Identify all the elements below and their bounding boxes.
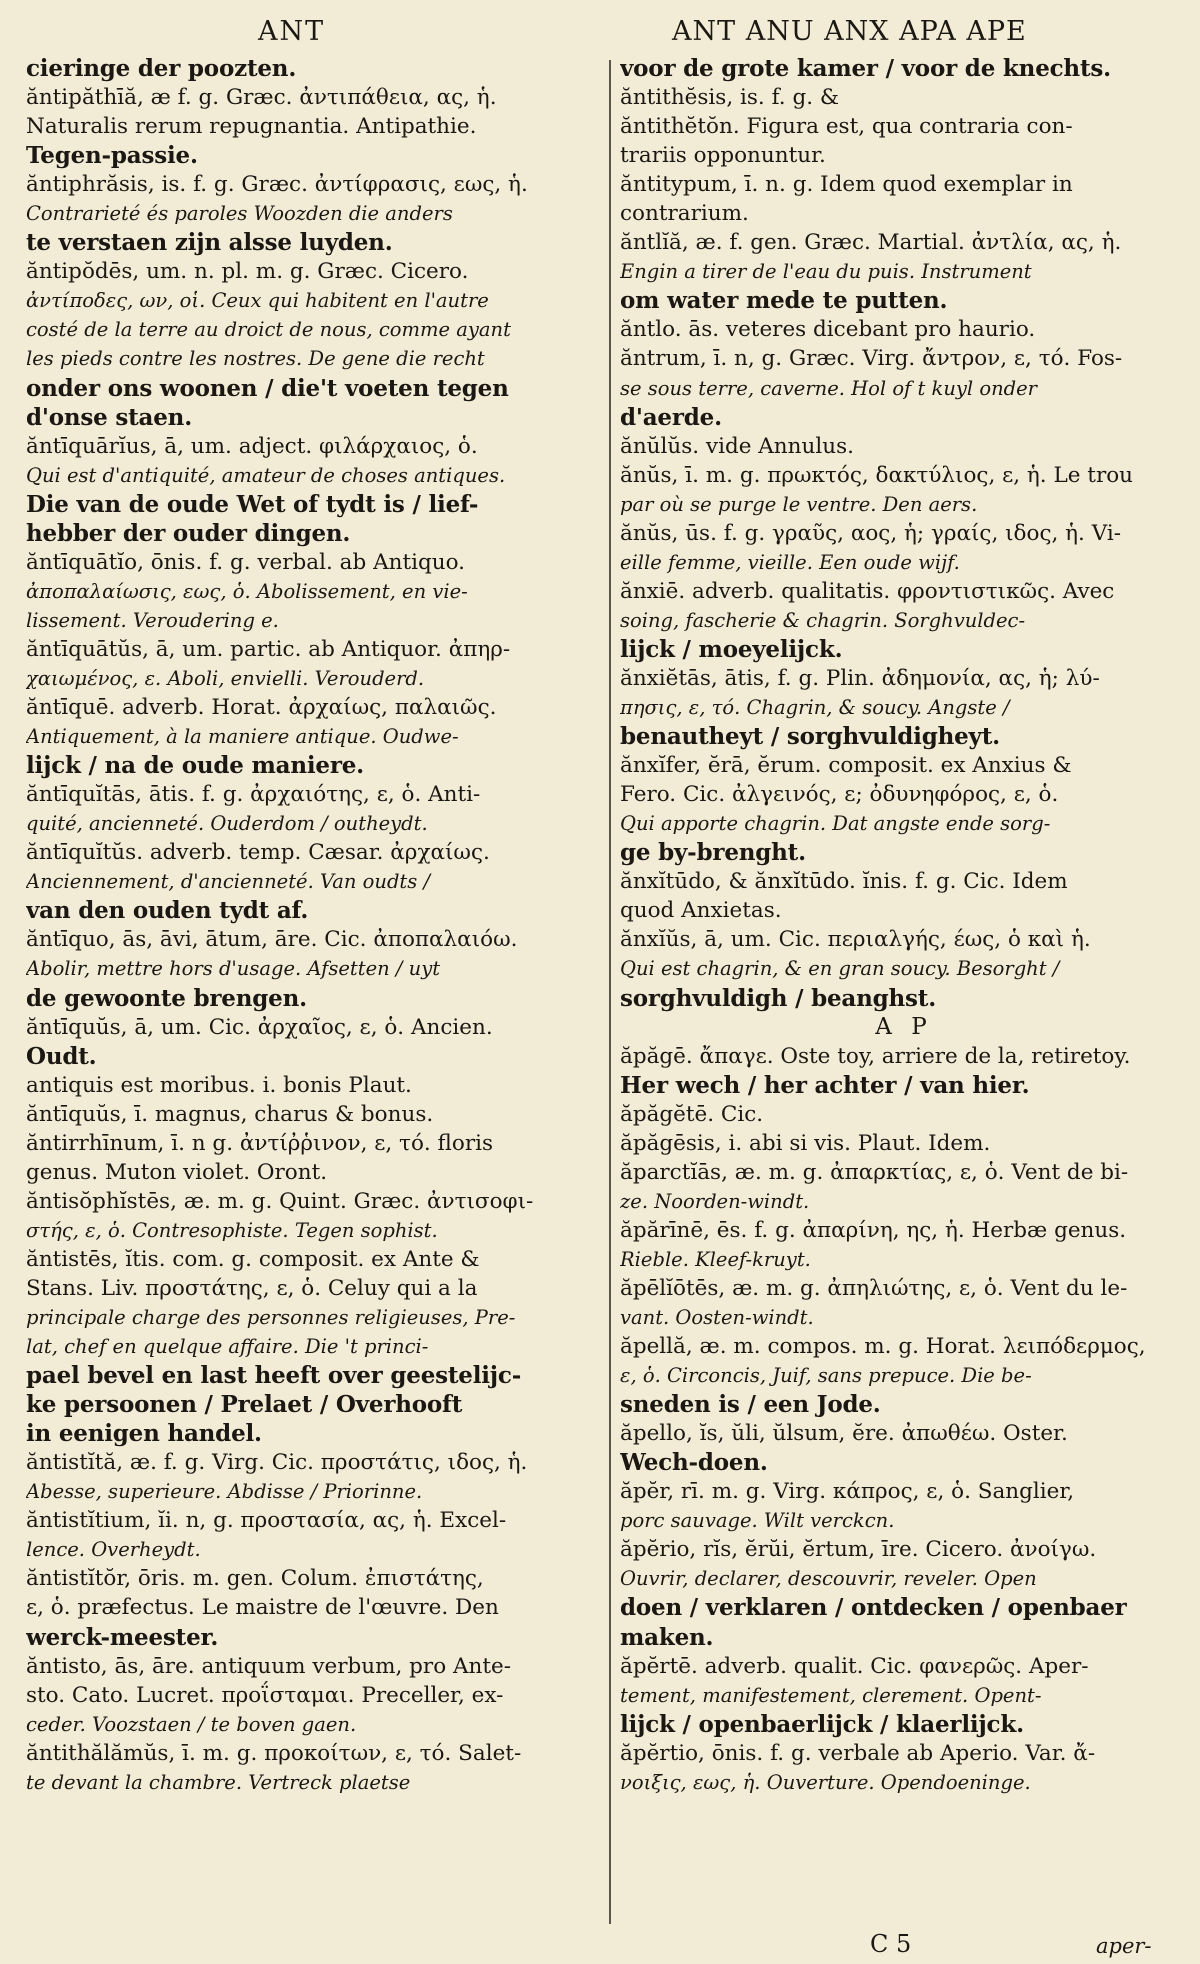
dictionary-line: van den ouden tydt af. (26, 897, 309, 925)
dictionary-line: lissement. Veroudering e. (26, 608, 279, 632)
dictionary-line: ănŭs, ūs. f. g. γραῦς, αος, ἡ; γραίς, ιδος, ἡ. Vi- (620, 520, 1121, 546)
dictionary-line: ăntīquŭs, ī. magnus, charus & bonus. (26, 1101, 434, 1127)
dictionary-line: Contrarieté és paroles Woozden die anders (26, 202, 453, 226)
dictionary-line: in eenigen handel. (26, 1420, 262, 1448)
dictionary-line: Qui apporte chagrin. Dat angste ende sorg- (620, 812, 1051, 836)
dictionary-line: cieringe der poozten. (26, 55, 297, 82)
dictionary-line: ănxiĕtās, ātis, f. g. Plin. ἀδημονία, ας, ἡ; λύ- (620, 665, 1100, 691)
dictionary-line: d'aerde. (620, 403, 722, 431)
dictionary-line: vant. Oosten-windt. (620, 1306, 814, 1330)
dictionary-line: porc sauvage. Wilt verckcn. (620, 1509, 895, 1533)
column-divider (609, 60, 611, 1924)
dictionary-line: d'onse staen. (26, 403, 193, 431)
dictionary-line: ăparctĭās, æ. m. g. ἀπαρκτίας, ε, ὁ. Vent de bi- (620, 1159, 1129, 1185)
dictionary-line: ănxĭtūdo, & ănxĭtūdo. ĭnis. f. g. Cic. Idem (620, 869, 1068, 895)
dictionary-line: benautheyt / sorghvuldigheyt. (620, 723, 1000, 751)
dictionary-line: ceder. Voozstaen / te boven gaen. (26, 1712, 357, 1736)
dictionary-line: Oudt. (26, 1042, 97, 1070)
dictionary-line: eille femme, vieille. Een oude wijf. (620, 550, 960, 574)
dictionary-line: Abolir, mettre hors d'usage. Afsetten / uyt (26, 957, 441, 981)
dictionary-line: Rieble. Kleef-kruyt. (620, 1247, 811, 1271)
header-left: ANT (258, 16, 326, 47)
dictionary-line: ăpĕrtē. adverb. qualit. Cic. φανερῶς. Aper- (620, 1653, 1089, 1679)
dictionary-line: ge by-brenght. (620, 839, 806, 867)
dictionary-line: onder ons woonen / die't voeten tegen (26, 374, 509, 402)
dictionary-line: Anciennement, d'ancienneté. Van oudts / (26, 870, 431, 894)
right-column (620, 54, 1188, 1797)
dictionary-line: lijck / moeyelijck. (620, 635, 843, 663)
header-right: ANT ANU ANX APA APE (672, 16, 1027, 47)
dictionary-line: Her wech / her achter / van hier. (620, 1071, 1030, 1099)
dictionary-line: ke persoonen / Prelaet / Overhooft (26, 1391, 463, 1419)
dictionary-line: hebber der ouder dingen. (26, 519, 351, 547)
dictionary-line: ăntipŏdēs, um. n. pl. m. g. Græc. Cicero. (26, 259, 469, 285)
signature-mark: C 5 (870, 1930, 912, 1958)
dictionary-line: werck-meester. (26, 1623, 219, 1651)
dictionary-line: ăntīquātĭo, ōnis. f. g. verbal. ab Antiquo. (26, 549, 465, 575)
dictionary-line: ăntistĭtŏr, ōris. m. gen. Colum. ἐπιστάτης, (26, 1566, 484, 1592)
dictionary-line: lence. Overheydt. (26, 1538, 201, 1562)
dictionary-line: sneden is / een Jode. (620, 1391, 881, 1419)
dictionary-line: Stans. Liv. προστάτης, ε, ὁ. Celuy qui a la (26, 1275, 478, 1301)
dictionary-line: ăntitypum, ī. n. g. Idem quod exemplar in (620, 172, 1073, 198)
dictionary-line: ăntistĭtium, ĭi. n, g. προστασία, ας, ἡ. Excel- (26, 1508, 507, 1534)
dictionary-line: ăpellă, æ. m. compos. m. g. Horat. λειπόδερμος, (620, 1334, 1146, 1360)
dictionary-line: ănŭs, ī. m. g. πρωκτός, δακτύλιος, ε, ἡ. Le trou (620, 462, 1134, 488)
dictionary-line: ε, ὁ. Circoncis, Juif, sans prepuce. Die be- (620, 1364, 1032, 1388)
dictionary-line: Wech-doen. (620, 1449, 768, 1477)
dictionary-line: ἀντίποδες, ων, οἱ. Ceux qui habitent en l'autre (26, 289, 489, 313)
dictionary-line: par où se purge le ventre. Den aers. (620, 492, 978, 516)
dictionary-line: principale charge des personnes religieuses, Pre- (26, 1306, 516, 1330)
dictionary-line: Die van de oude Wet of tydt is / lief- (26, 490, 479, 518)
dictionary-line: ăpello, ĭs, ŭli, ŭlsum, ĕre. ἀπωθέω. Oster. (620, 1421, 1068, 1447)
dictionary-line: ăpĕrtio, ōnis. f. g. verbale ab Aperio. Var. ἄ- (620, 1740, 1096, 1766)
dictionary-line: Engin a tirer de l'eau du puis. Instrument (620, 260, 1032, 284)
dictionary-line: tement, manifestement, clerement. Opent- (620, 1683, 1042, 1707)
dictionary-line: ăntistēs, ĭtis. com. g. composit. ex Ante & (26, 1246, 480, 1272)
dictionary-line: ănxĭŭs, ā, um. Cic. περιαλγής, έως, ὁ καὶ ἡ. (620, 927, 1091, 953)
dictionary-line: sorghvuldigh / beanghst. (620, 984, 936, 1012)
dictionary-line: χαιωμένος, ε. Aboli, envielli. Verouderd. (26, 666, 425, 690)
dictionary-line: ăpăgēsis, i. abi si vis. Plaut. Idem. (620, 1130, 991, 1156)
dictionary-line: Qui est chagrin, & en gran soucy. Besorght / (620, 957, 1060, 981)
dictionary-line: Antiquement, à la maniere antique. Oudwe- (26, 725, 459, 749)
dictionary-line: te verstaen zijn alsse luyden. (26, 229, 393, 257)
dictionary-line: soing, fascherie & chagrin. Sorghvuldec- (620, 608, 1026, 632)
dictionary-line: de gewoonte brengen. (26, 984, 307, 1012)
dictionary-line: ăntipăthīă, æ f. g. Græc. ἀντιπάθεια, ας, ἡ. (26, 85, 497, 111)
dictionary-line: ăntīquĭtās, ātis. f. g. ἀρχαιότης, ε, ὁ. Anti- (26, 782, 481, 808)
dictionary-line: genus. Muton violet. Oront. (26, 1159, 328, 1185)
dictionary-line: sto. Cato. Lucret. προΐσταμαι. Preceller, ex- (26, 1682, 504, 1708)
dictionary-line: Qui est d'antiquité, amateur de choses antiques. (26, 463, 506, 487)
dictionary-line: ăntiphrăsis, is. f. g. Græc. ἀντίφρασις, εως, ἡ. (26, 172, 528, 198)
dictionary-line: ze. Noorden-windt. (620, 1189, 810, 1213)
dictionary-line: ăpēlĭōtēs, æ. m. g. ἀπηλιώτης, ε, ὁ. Vent du le- (620, 1275, 1128, 1301)
dictionary-line: ăpăgĕtē. Cic. (620, 1101, 764, 1127)
dictionary-line: ăntīquārĭus, ā, um. adject. φιλάρχαιος, ὁ. (26, 433, 478, 459)
running-header (0, 16, 1200, 52)
dictionary-line: ăntīquē. adverb. Horat. ἀρχαίως, παλαιῶς. (26, 695, 497, 721)
dictionary-line: ăntistĭtă, æ. f. g. Virg. Cic. προστάτις, ιδος, ἡ. (26, 1450, 528, 1476)
dictionary-line: ăntīquŭs, ā, um. Cic. ἀρχαῖος, ε, ὁ. Ancien. (26, 1014, 493, 1040)
dictionary-line: ăpĕrio, rĭs, ĕrŭi, ĕrtum, īre. Cicero. ἀνοίγω. (620, 1537, 1097, 1563)
dictionary-line: lijck / openbaerlijck / klaerlijck. (620, 1710, 1024, 1738)
dictionary-line: costé de la terre au droict de nous, comme ayant (26, 318, 511, 342)
dictionary-line: contrarium. (620, 201, 749, 227)
dictionary-line: om water mede te putten. (620, 287, 948, 315)
dictionary-line: ἀποπαλαίωσις, εως, ὁ. Abolissement, en vie- (26, 579, 468, 603)
dictionary-line: ăntithĕsis, is. f. g. & (620, 85, 840, 111)
dictionary-line: ăntlĭă, æ. f. gen. Græc. Martial. ἀντλία, ας, ἡ. (620, 230, 1122, 256)
dictionary-line: Abesse, superieure. Abdisse / Priorinne. (26, 1480, 423, 1504)
dictionary-line: Naturalis rerum repugnantia. Antipathie. (26, 114, 477, 140)
dictionary-line: ăntisto, ās, āre. antiquum verbum, pro Ante- (26, 1653, 511, 1679)
dictionary-line: pael bevel en last heeft over geestelijc- (26, 1362, 522, 1390)
dictionary-line: quité, ancienneté. Ouderdom / outheydt. (26, 812, 428, 836)
dictionary-line: doen / verklaren / ontdecken / openbaer (620, 1594, 1127, 1622)
dictionary-line: trariis opponuntur. (620, 143, 826, 169)
dictionary-line: νοιξις, εως, ἡ. Ouverture. Opendoeninge. (620, 1770, 1031, 1794)
dictionary-line: ε, ὁ. præfectus. Le maistre de l'œuvre. Den (26, 1595, 499, 1621)
dictionary-line: te devant la chambre. Vertreck plaetse (26, 1770, 411, 1794)
dictionary-line: ăpăgē. ἄπαγε. Oste toy, arriere de la, retiretoy. (620, 1043, 1131, 1069)
dictionary-line: se sous terre, caverne. Hol of t kuyl onder (620, 376, 1037, 400)
dictionary-line: antiquis est moribus. i. bonis Plaut. (26, 1072, 412, 1098)
dictionary-line: lat, chef en quelque affaire. Die 't princi- (26, 1335, 429, 1359)
dictionary-line: les pieds contre les nostres. De gene die recht (26, 347, 485, 371)
dictionary-line: ănŭlŭs. vide Annulus. (620, 433, 854, 459)
left-column (26, 54, 606, 1797)
dictionary-line: voor de grote kamer / voor de knechts. (620, 55, 1111, 82)
dictionary-line: ăntirrhīnum, ī. n g. ἀντίῤῥινον, ε, τό. floris (26, 1130, 494, 1156)
dictionary-line: maken. (620, 1623, 714, 1651)
dictionary-line: ăntisŏphĭstēs, æ. m. g. Quint. Græc. ἀντισοφι- (26, 1188, 534, 1214)
dictionary-line: A P (875, 1013, 933, 1040)
dictionary-line: ăpărīnē, ēs. f. g. ἀπαρίνη, ης, ἡ. Herbæ genus. (620, 1217, 1127, 1243)
catchword: aper- (1096, 1934, 1152, 1958)
dictionary-line: ănxiē. adverb. qualitatis. φροντιστικῶς. Avec (620, 578, 1115, 604)
dictionary-line: ăntithĕtŏn. Figura est, qua contraria con- (620, 114, 1073, 140)
dictionary-line: Fero. Cic. ἀλγεινός, ε; ὀδυνηφόρος, ε, ὁ. (620, 782, 1059, 808)
dictionary-line: quod Anxietas. (620, 898, 782, 924)
dictionary-line: στής, ε, ὁ. Contresophiste. Tegen sophist. (26, 1218, 438, 1242)
dictionary-line: Tegen-passie. (26, 142, 198, 170)
dictionary-line: ănxĭfer, ĕrā, ĕrum. composit. ex Anxius & (620, 753, 1072, 779)
dictionary-line: ăntithălămŭs, ī. m. g. προκοίτων, ε, τό. Salet- (26, 1740, 522, 1766)
dictionary-line: Ouvrir, declarer, descouvrir, reveler. Open (620, 1567, 1037, 1591)
dictionary-line: πησις, ε, τό. Chagrin, & soucy. Angste / (620, 696, 1010, 720)
dictionary-line: lijck / na de oude maniere. (26, 752, 364, 780)
dictionary-line: ăntīquĭtŭs. adverb. temp. Cæsar. ἀρχαίως. (26, 840, 490, 866)
dictionary-line: ăpĕr, rī. m. g. Virg. κάπρος, ε, ὁ. Sanglier, (620, 1479, 1075, 1505)
dictionary-line: ăntīquo, ās, āvi, ātum, āre. Cic. ἀποπαλαιόω. (26, 927, 518, 953)
dictionary-line: ăntrum, ī. n, g. Græc. Virg. ἄντρον, ε, τό. Fos- (620, 346, 1123, 372)
dictionary-line: ăntlo. ās. veteres dicebant pro haurio. (620, 317, 1036, 343)
dictionary-line: ăntīquātŭs, ā, um. partic. ab Antiquor. ἀπηρ- (26, 636, 511, 662)
